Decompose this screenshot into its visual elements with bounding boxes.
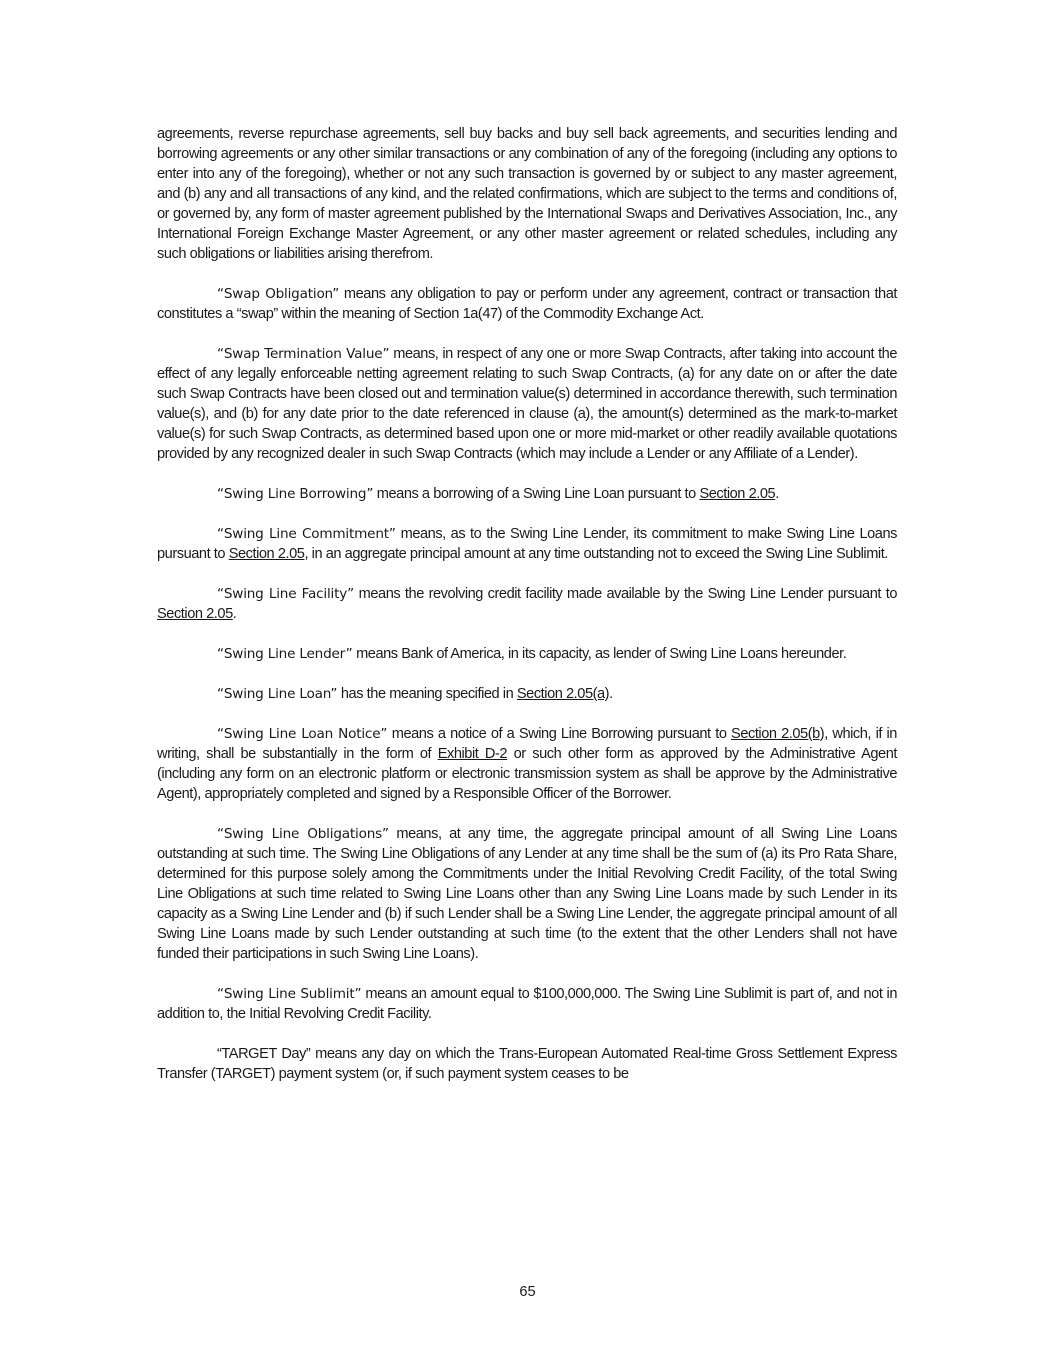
defined-term: “Swap Obligation” bbox=[217, 286, 340, 302]
definition-text: means an amount equal to $100,000,000. The Swing Line Sublimit is part of, and not in addition to, the Initial Revolving Credit Facility. bbox=[157, 986, 897, 1022]
definition-text: means a borrowing of a Swing Line Loan pursuant to bbox=[373, 486, 700, 502]
section-2-05-link[interactable]: Section 2.05 bbox=[228, 546, 305, 562]
defined-term: “TARGET Day” bbox=[217, 1046, 311, 1062]
definition-swing-line-borrowing bbox=[157, 484, 897, 504]
definition-swing-line-obligations bbox=[157, 824, 897, 964]
page-number: 65 bbox=[519, 1284, 536, 1300]
defined-term: “Swing Line Obligations” bbox=[217, 826, 389, 842]
paragraph-text: agreements, reverse repurchase agreements, sell buy backs and buy sell back agreements, and securities lending and borrowing agreements or any other similar transactions or any combination of any of the foregoing (including any options to enter into any of the foregoing), whether or not any such transaction is governed by or subject to any master agreement, and (b) any and all transactions of any kind, and the related confirmations, which are subject to the terms and conditions of, or governed by, any form of master agreement published by the International Swaps and Derivatives Association, Inc., any International Foreign Exchange Master Agreement, or any other master agreement or related schedules, including any such obligations or liabilities arising therefrom. bbox=[157, 126, 897, 262]
definition-text: means the revolving credit facility made available by the Swing Line Lender pursuant to bbox=[353, 586, 897, 602]
section-2-05-b-link[interactable]: Section 2.05(b) bbox=[731, 726, 825, 742]
definition-text-end: . bbox=[232, 606, 237, 622]
definition-text-end: . bbox=[609, 686, 613, 702]
definition-text: means, as to the Swing Line Lender, its commitment to make Swing Line Loans pursuant to bbox=[157, 526, 897, 562]
defined-term: “Swing Line Commitment” bbox=[217, 526, 396, 542]
definition-target-day bbox=[157, 1044, 897, 1084]
definition-text: means Bank of America, in its capacity, as lender of Swing Line Loans hereunder. bbox=[352, 646, 847, 662]
definition-swap-termination-value bbox=[157, 344, 897, 464]
definition-text-middle: , which, if in writing, shall be substantially in the form of bbox=[157, 726, 897, 762]
definition-text-end: . bbox=[775, 486, 779, 502]
definition-swing-line-loan bbox=[157, 684, 897, 704]
section-2-05-a-link[interactable]: Section 2.05(a) bbox=[516, 686, 610, 702]
definition-text-end: , in an aggregate principal amount at any time outstanding not to exceed the Swing Line Sublimit. bbox=[304, 546, 888, 562]
defined-term: “Swap Termination Value” bbox=[217, 346, 390, 362]
definition-text: means any day on which the Trans-European Automated Real-time Gross Settlement Express Transfer (TARGET) payment system (or, if such payment system ceases to be bbox=[157, 1046, 897, 1082]
definition-text-end: or such other form as approved by the Administrative Agent (including any form on an electronic platform or electronic transmission system as shall be approve by the Administrative Agent), appropriately completed and signed by a Responsible Officer of the Borrower. bbox=[157, 746, 897, 802]
definition-swing-line-facility bbox=[157, 584, 897, 624]
section-2-05-link[interactable]: Section 2.05 bbox=[157, 606, 233, 622]
definition-swing-line-sublimit bbox=[157, 984, 897, 1024]
definition-text: means any obligation to pay or perform under any agreement, contract or transaction that constitutes a “swap” within the meaning of Section 1a(47) of the Commodity Exchange Act. bbox=[157, 286, 897, 322]
section-2-05-link[interactable]: Section 2.05 bbox=[699, 486, 776, 502]
exhibit-d-2-link[interactable]: Exhibit D-2 bbox=[437, 746, 508, 762]
definition-text: means a notice of a Swing Line Borrowing pursuant to bbox=[387, 726, 732, 742]
body-text bbox=[157, 124, 897, 1104]
defined-term: “Swing Line Facility” bbox=[217, 586, 354, 602]
defined-term: “Swing Line Lender” bbox=[217, 646, 353, 662]
definition-swing-line-loan-notice bbox=[157, 724, 897, 804]
defined-term: “Swing Line Loan Notice” bbox=[217, 726, 388, 742]
defined-term: “Swing Line Loan” bbox=[217, 686, 338, 702]
defined-term: “Swing Line Sublimit” bbox=[217, 986, 362, 1002]
definition-text: means, in respect of any one or more Swap Contracts, after taking into account the effect of any legally enforceable netting agreement relating to such Swap Contracts, (a) for any date on or after the date such Swap Contracts have been closed out and termination value(s) determined in accordance therewith, such termination value(s), and (b) for any date prior to the date referenced in clause (a), the amount(s) determined as the mark-to-market value(s) for such Swap Contracts, as determined based upon one or more mid-market or other readily available quotations provided by any recognized dealer in such Swap Contracts (which may include a Lender or any Affiliate of a Lender). bbox=[157, 346, 898, 462]
definition-swing-line-lender bbox=[157, 644, 897, 664]
definition-swing-line-commitment bbox=[157, 524, 897, 564]
definition-swap-obligation bbox=[157, 284, 897, 324]
defined-term: “Swing Line Borrowing” bbox=[217, 486, 374, 502]
paragraph-continuation bbox=[157, 124, 897, 264]
definition-text: means, at any time, the aggregate principal amount of all Swing Line Loans outstanding at such time. The Swing Line Obligations of any Lender at any time shall be the sum of (a) its Pro Rata Share, determined for this purpose solely among the Commitments under the Initial Revolving Credit Facility, of the total Swing Line Obligations at such time related to Swing Line Loans other than any Swing Line Loans made by such Lender in its capacity as a Swing Line Lender and (b) if such Lender shall be a Swing Line Lender, the aggregate principal amount of all Swing Line Loans made by such Lender outstanding at such time (to the extent that the other Lenders shall not have funded their participations in such Swing Line Loans). bbox=[157, 826, 897, 962]
definition-text: has the meaning specified in bbox=[337, 686, 517, 702]
